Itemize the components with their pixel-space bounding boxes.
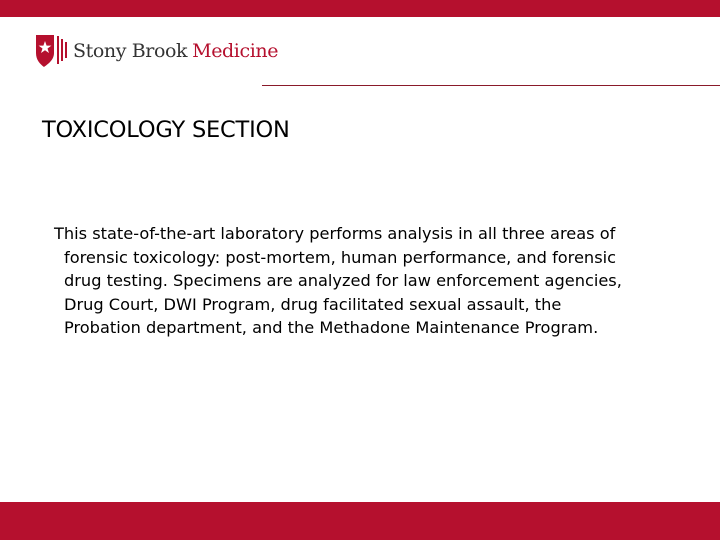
slide-title: TOXICOLOGY SECTION <box>42 117 290 143</box>
header-divider <box>262 85 720 86</box>
slide-body-paragraph <box>54 222 694 340</box>
brand-name-part2: Medicine <box>192 40 279 62</box>
shield-star-icon <box>33 33 69 69</box>
body-line: Drug Court, DWI Program, drug facilitated sexual assault, the <box>64 294 562 314</box>
top-accent-bar <box>0 0 720 17</box>
stony-brook-medicine-logo <box>33 33 278 69</box>
body-line: drug testing. Specimens are analyzed for law enforcement agencies, <box>64 271 622 290</box>
body-line: forensic toxicology: post-mortem, human performance, and forensic <box>64 247 617 267</box>
brand-name-part1: Stony Brook <box>73 40 188 62</box>
body-line: This state-of-the-art laboratory performs analysis in all three areas of <box>54 224 616 243</box>
brand-wordmark <box>73 40 278 62</box>
bottom-accent-bar <box>0 502 720 540</box>
body-line: Probation department, and the Methadone Maintenance Program. <box>64 318 599 337</box>
